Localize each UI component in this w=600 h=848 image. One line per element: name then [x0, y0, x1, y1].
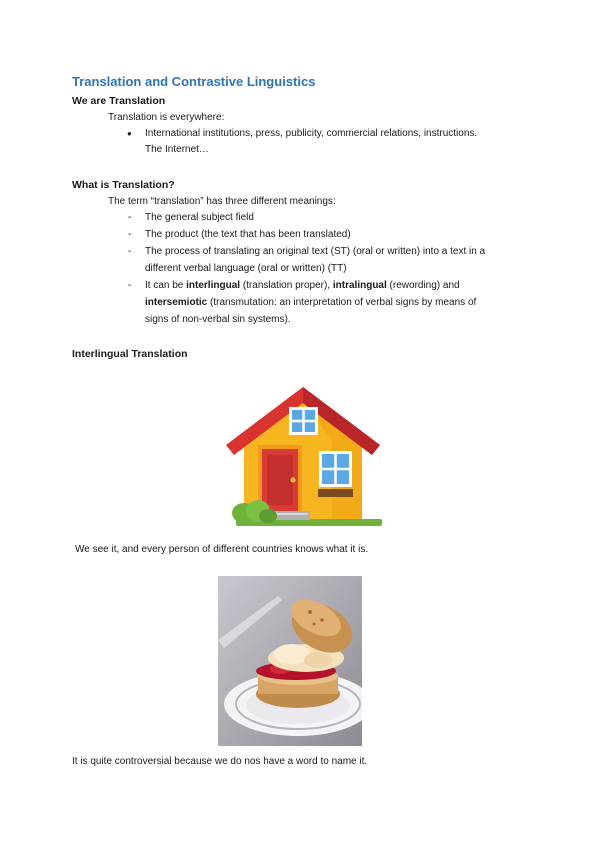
heading-interlingual-translation: Interlingual Translation: [72, 348, 188, 360]
heading-we-are-translation: We are Translation: [72, 95, 166, 107]
meaning-item-1: The general subject field: [145, 212, 254, 223]
item4-text-e: (rewording) and: [386, 280, 460, 291]
meaning-item-3-line1: The process of translating an original text (ST) (oral or written) into a text in a: [145, 246, 486, 257]
dash-3: -: [128, 246, 132, 257]
term-intersemiotic: intersemiotic: [145, 297, 208, 308]
item4-text-c: (translation proper),: [240, 280, 333, 291]
window-planter: [318, 489, 353, 497]
term-intralingual: intralingual: [332, 280, 387, 291]
document-title: Translation and Contrastive Linguistics: [72, 74, 316, 89]
bullet-text-line1: International institutions, press, publicity, commercial relations, instructions.: [145, 128, 478, 139]
meaning-item-4-line3: signs of non-verbal sin systems).: [145, 314, 291, 325]
bullet-dot: ●: [127, 129, 132, 138]
item4-text-g: (transmutation: an interpretation of verbal signs by means of: [207, 297, 477, 308]
item4-text-a: It can be: [145, 280, 187, 291]
door-knob: [291, 478, 296, 483]
dash-1: -: [128, 212, 132, 223]
scone-photo: [218, 576, 362, 746]
translation-everywhere-text: Translation is everywhere:: [108, 112, 225, 123]
heading-what-is-translation: What is Translation?: [72, 179, 175, 191]
meaning-item-4-line1: [145, 278, 535, 295]
door-step: [272, 511, 310, 520]
meaning-item-2: The product (the text that has been translated): [145, 229, 351, 240]
term-interlingual: interlingual: [186, 280, 241, 291]
dash-2: -: [128, 229, 132, 240]
caption-scone: It is quite controversial because we do nos have a word to name it.: [72, 756, 368, 767]
caption-house: We see it, and every person of different countries knows what it is.: [75, 544, 369, 555]
bullet-text-line2: The Internet…: [145, 144, 209, 155]
meaning-item-4-line2: [145, 295, 535, 312]
term-meanings-text: The term “translation” has three different meanings:: [108, 196, 336, 207]
meaning-item-3-line2: different verbal language (oral or written) (TT): [145, 263, 347, 274]
house-illustration: [222, 385, 384, 530]
dash-4: -: [128, 280, 132, 291]
